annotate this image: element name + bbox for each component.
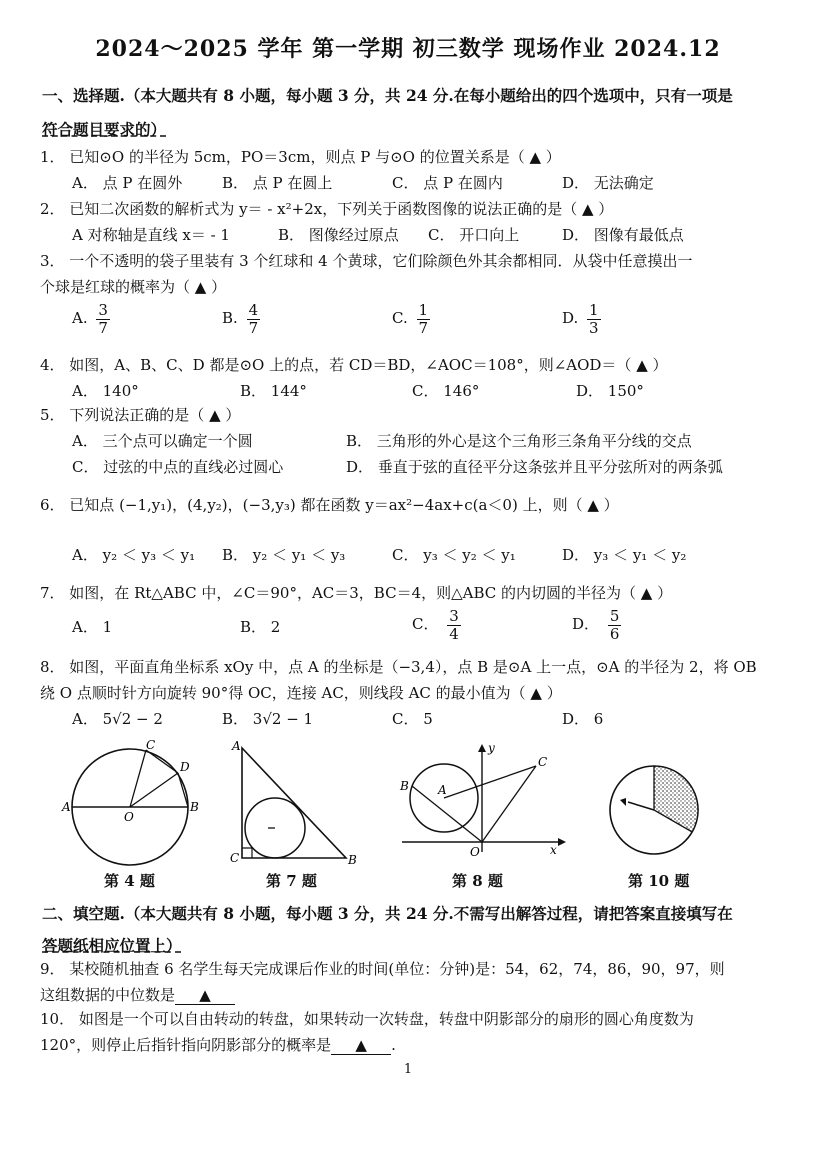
q5-option-c[interactable]: C． 过弦的中点的直线必过圆心 [72, 458, 284, 476]
q2-option-a[interactable]: A 对称轴是直线 x＝ - 1 [72, 226, 230, 244]
q8-option-c[interactable]: C． 5 [392, 710, 433, 728]
figure-8 [398, 742, 568, 857]
q6-stem: 6． 已知点 (−1,y₁)，(4,y₂)，(−3,y₃) 都在函数 y＝ax²−4ax+c(a＜0) 上，则（ ▲ ） [40, 496, 619, 514]
q8-stem-cont: 绕 O 点顺时针方向旋转 90°得 OC，连接 AC，则线段 AC 的最小值为（ ▲ ） [40, 684, 562, 702]
figure-4 [62, 738, 202, 865]
q3-option-a-label: A. [72, 309, 88, 327]
fig8-label-o: O [470, 845, 480, 859]
page-number: 1 [403, 1062, 413, 1077]
q7-option-d[interactable] [572, 608, 621, 642]
figure-10 [606, 762, 706, 862]
q9-stem-cont: 这组数据的中位数是 [40, 986, 176, 1004]
fig4-label-d: D [180, 760, 190, 774]
q3-option-b[interactable] [222, 302, 260, 336]
q8-stem: 8． 如图，平面直角坐标系 xOy 中，点 A 的坐标是（−3,4），点 B 是⊙A 上一点，⊙A 的半径为 2，将 OB [40, 658, 757, 676]
q3-option-b-label: B. [222, 309, 238, 327]
q3-stem-cont: 个球是红球的概率为（ ▲ ） [40, 278, 227, 296]
figure-7 [228, 739, 358, 867]
q8-option-b[interactable]: B． 3√2 − 1 [222, 710, 314, 728]
q1-option-a[interactable]: A． 点 P 在圆外 [72, 174, 183, 192]
q6-option-d[interactable]: D． y₃ ＜ y₁ ＜ y₂ [562, 546, 687, 564]
q7-option-c-label: C． [412, 615, 439, 633]
section2-title: 二、填空题.（本大题共有 8 小题，每小题 3 分，共 24 分.不需写出解答过程，请把答案直接填写在 [42, 904, 733, 923]
fig8-label-c: C [538, 755, 548, 769]
q7-stem: 7． 如图，在 Rt△ABC 中，∠C＝90°，AC＝3，BC＝4，则△ABC 的内切圆的半径为（ ▲ ） [40, 584, 673, 602]
fig8-label-y: y [488, 741, 495, 755]
q5-option-d[interactable]: D． 垂直于弦的直径平分这条弦并且平分弦所对的两条弧 [346, 458, 723, 476]
q3-option-a[interactable] [72, 302, 110, 336]
q3-stem: 3． 一个不透明的袋子里装有 3 个红球和 4 个黄球，它们除颜色外其余都相同．从袋中任意摸出一 [40, 252, 693, 270]
fig4-label-b: B [190, 800, 199, 814]
figure-4-caption: 第 4 题 [104, 872, 155, 890]
q7-option-d-label: D． [572, 615, 600, 633]
q9-stem: 9． 某校随机抽查 6 名学生每天完成课后作业的时间(单位：分钟)是：54，62，74，86，90，97，则 [40, 960, 725, 978]
q6-option-c[interactable]: C． y₃ ＜ y₂ ＜ y₁ [392, 546, 516, 564]
q3-option-d-label: D. [562, 309, 579, 327]
q7-option-d-fraction: $\frac{5}{6}$ [609, 607, 620, 643]
q8-option-d[interactable]: D． 6 [562, 710, 604, 728]
q4-option-c[interactable]: C． 146° [412, 382, 480, 400]
page-title: 2024～2025 学年 第一学期 初三数学 现场作业 2024.12 [95, 36, 721, 62]
q10-stem-cont: 120°，则停止后指针指向阴影部分的概率是 [40, 1036, 332, 1054]
fig8-label-a: A [438, 783, 447, 797]
q5-option-a[interactable]: A． 三个点可以确定一个圆 [72, 432, 253, 450]
q8-option-a[interactable]: A． 5√2 − 2 [72, 710, 163, 728]
q4-option-a[interactable]: A． 140° [72, 382, 139, 400]
q10-stem-cont-line [40, 1034, 396, 1055]
q10-stem: 10． 如图是一个可以自由转动的转盘，如果转动一次转盘，转盘中阴影部分的扇形的圆心角度数为 [40, 1010, 694, 1028]
q1-option-b[interactable]: B． 点 P 在圆上 [222, 174, 333, 192]
q3-option-d[interactable] [562, 302, 601, 336]
q10-end: . [391, 1036, 396, 1054]
q1-option-d[interactable]: D． 无法确定 [562, 174, 654, 192]
q3-option-c-fraction: $\frac{1}{7}$ [418, 301, 429, 337]
q1-stem: 1． 已知⊙O 的半径为 5cm，PO＝3cm，则点 P 与⊙O 的位置关系是（ ▲ ） [40, 148, 561, 166]
q3-option-c[interactable] [392, 302, 430, 336]
fig4-label-c: C [146, 738, 156, 752]
section2-title-cont: 答题纸相应位置上） [42, 936, 182, 955]
q3-option-c-label: C. [392, 309, 408, 327]
figure-8-caption: 第 8 题 [452, 872, 503, 890]
q7-option-a[interactable]: A． 1 [72, 618, 113, 636]
q4-option-d[interactable]: D． 150° [576, 382, 644, 400]
fig8-label-x: x [550, 843, 557, 857]
fig7-label-c: C [230, 851, 240, 865]
q9-answer-blank[interactable]: ▲ [175, 986, 235, 1005]
fig8-label-b: B [400, 779, 409, 793]
q3-option-a-fraction: $\frac{3}{7}$ [98, 301, 108, 337]
q2-option-d[interactable]: D． 图像有最低点 [562, 226, 684, 244]
q5-stem: 5． 下列说法正确的是（ ▲ ） [40, 406, 241, 424]
fig4-label-o: O [124, 810, 134, 824]
q6-option-b[interactable]: B． y₂ ＜ y₁ ＜ y₃ [222, 546, 346, 564]
q5-option-b[interactable]: B． 三角形的外心是这个三角形三条角平分线的交点 [346, 432, 692, 450]
q3-option-b-fraction: $\frac{4}{7}$ [248, 301, 259, 337]
q2-option-c[interactable]: C． 开口向上 [428, 226, 520, 244]
figure-7-caption: 第 7 题 [266, 872, 317, 890]
q1-option-c[interactable]: C． 点 P 在圆内 [392, 174, 503, 192]
section1-title: 一、选择题.（本大题共有 8 小题，每小题 3 分，共 24 分.在每小题给出的四个选项中，只有一项是 [42, 86, 733, 105]
fig7-label-a: A [232, 739, 241, 753]
q7-option-b[interactable]: B． 2 [240, 618, 281, 636]
figure-10-caption: 第 10 题 [628, 872, 690, 890]
section1-title-cont: 符合题目要求的） [42, 120, 167, 139]
q7-option-c[interactable] [412, 608, 461, 642]
q2-option-b[interactable]: B． 图像经过原点 [278, 226, 399, 244]
q7-option-c-fraction: $\frac{3}{4}$ [449, 607, 459, 643]
fig7-label-b: B [348, 853, 357, 867]
q6-option-a[interactable]: A． y₂ ＜ y₃ ＜ y₁ [72, 546, 196, 564]
q3-option-d-fraction: $\frac{1}{3}$ [589, 301, 599, 337]
q4-stem: 4． 如图，A、B、C、D 都是⊙O 上的点，若 CD＝BD，∠AOC＝108°，则∠AOD＝（ ▲ ） [40, 356, 668, 374]
q4-option-b[interactable]: B． 144° [240, 382, 307, 400]
q2-stem: 2． 已知二次函数的解析式为 y＝ - x²+2x，下列关于函数图像的说法正确的是（ ▲ ） [40, 200, 614, 218]
fig4-label-a: A [62, 800, 71, 814]
q10-answer-blank[interactable]: ▲ [331, 1036, 391, 1055]
q9-stem-cont-line [40, 984, 235, 1005]
